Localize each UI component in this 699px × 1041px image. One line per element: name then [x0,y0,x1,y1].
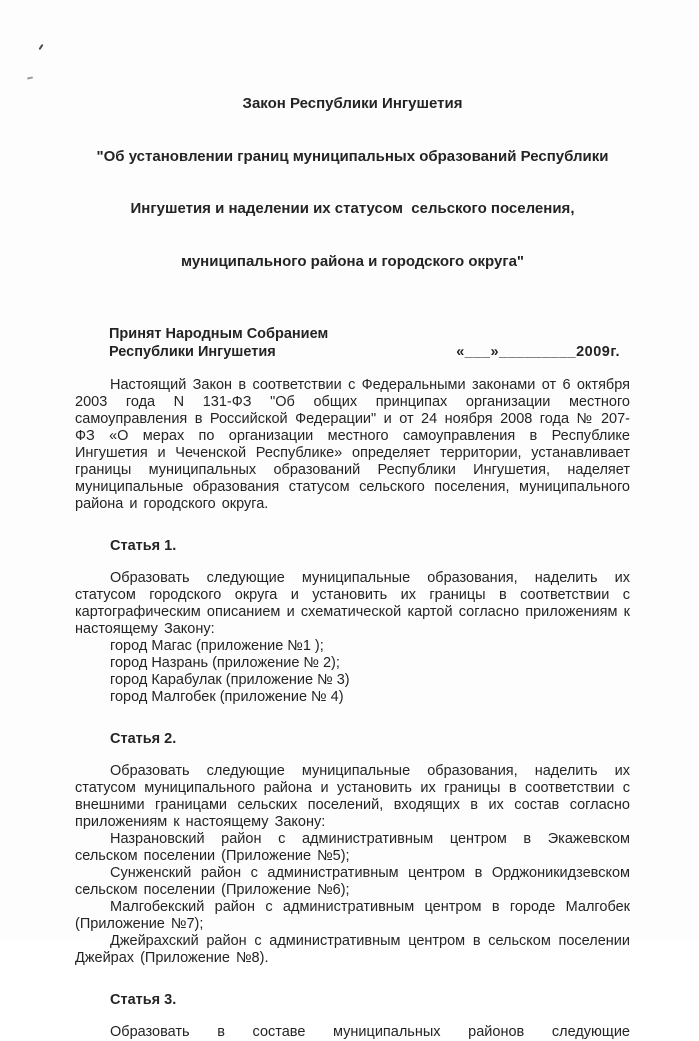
article-1-paragraph: Образовать следующие муниципальные образования, наделить их статусом городского округа и установить их границы в соответствии с картографическим описанием и схематической картой согласно приложениям к настоящему Закону: [75,570,630,637]
article-3-paragraph: Образовать в составе муниципальных районов следующие [110,1024,630,1040]
adoption-date-placeholder: «___»_________2009г. [456,343,620,360]
city-list-item: город Магас (приложение №1 ); [110,638,324,654]
adoption-line-2 [109,344,630,362]
title-line: "Об установлении границ муниципальных образований Республики [96,147,609,165]
article-1-heading: Статья 1. [110,538,177,554]
title-line: муниципального района и городского округа" [180,252,525,270]
district-list-item: Назрановский район с административным центром в Экажевском сельском поселении (Приложение №5); [75,831,630,864]
intro-paragraph: Настоящий Закон в соответствии с Федеральными законами от 6 октября 2003 года N 131-ФЗ "Об общих принципах организации местного самоуправления в Российской Федерации" и от 24 ноября 2008 года № 207-ФЗ «О мерах по организации местного самоуправления в Республике Ингушетия и Чеченской Республике» определяет территории, устанавливает границы муниципальных образований Республики Ингушетия, наделяет муниципальные образования статусом сельского поселения, муниципального района и городского округа. [75,377,630,512]
article-2-paragraph: Образовать следующие муниципальные образования, наделить их статусом муниципального района и установить их границы в соответствии с внешними границами сельских поселений, входящих в их состав согласно приложениям к настоящему Закону: [75,763,630,830]
article-2-heading: Статья 2. [110,731,177,747]
city-list-item: город Малгобек (приложение № 4) [110,689,344,705]
document-title [75,60,630,305]
article-2-district-list [75,831,630,967]
district-list-item: Сунженский район с административным центром в Орджоникидзевском сельском поселении (Приложение №6); [75,865,630,898]
article-1 [75,538,630,706]
article-2 [75,731,630,967]
district-list-item: Малгобекский район с административным центром в городе Малгобек (Приложение №7); [75,899,630,932]
title-line: Закон Республики Ингушетия [242,95,463,112]
adoption-line-1: Принят Народным Собранием [109,326,329,342]
article-3 [75,992,630,1041]
city-list-item: город Назрань (приложение № 2); [110,655,340,671]
adoption-body-name: Республики Ингушетия [109,343,276,360]
adoption-block [109,326,630,361]
article-3-heading: Статья 3. [110,992,177,1008]
article-1-city-list [75,638,630,706]
city-list-item: город Карабулак (приложение № 3) [110,672,350,688]
district-list-item: Джейрахский район с административным центром в сельском поселении Джейрах (Приложение №8). [75,933,630,966]
title-line: Ингушетия и наделении их статусом сельского поселения, [130,200,575,217]
